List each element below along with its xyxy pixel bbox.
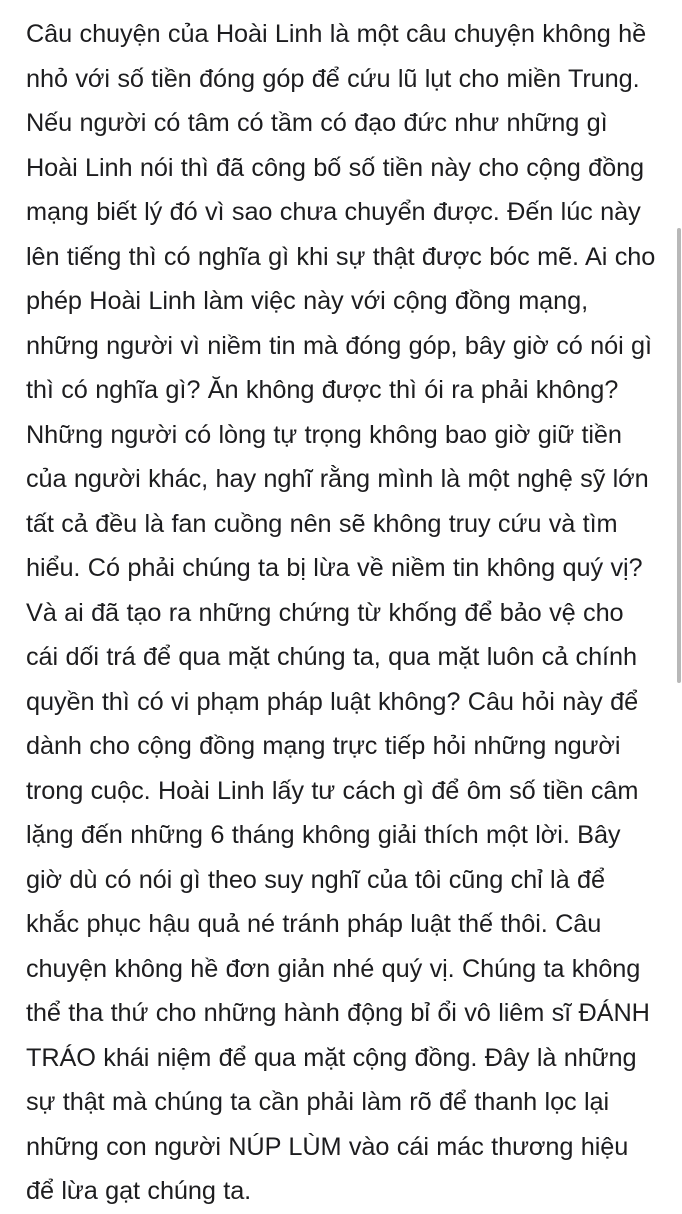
post-text: Câu chuyện của Hoài Linh là một câu chuyện không hề nhỏ với số tiền đóng góp để cứu lũ lụt cho miền Trung. Nếu người có tâm có tầm có đạo đức như những gì Hoài Linh nói thì đã công bố số tiền này cho cộng đồng mạng biết lý đó vì sao chưa chuyển được. Đến lúc này lên tiếng thì có nghĩa gì khi sự thật được bóc mẽ. Ai cho phép Hoài Linh làm việc này với cộng đồng mạng, những người vì niềm tin mà đóng góp, bây giờ có nói gì thì có nghĩa gì? Ăn không được thì ói ra phải không? Những người có lòng tự trọng không bao giờ giữ tiền của người khác, hay nghĩ rằng mình là một nghệ sỹ lớn tất cả đều là fan cuồng nên sẽ không truy cứu và tìm hiểu. Có phải chúng ta bị lừa về niềm tin không quý vị? Và ai đã tạo ra những chứng từ khống để bảo vệ cho cái dối trá để qua mặt chúng ta, qua mặt luôn cả chính quyền thì có vi phạm pháp luật không? Câu hỏi này để dành cho cộng đồng mạng trực tiếp hỏi những người trong cuộc. Hoài Linh lấy tư cách gì để ôm số tiền câm lặng đến những 6 tháng không giải thích một lời. Bây giờ dù có nói gì theo suy nghĩ của tôi cũng chỉ là để khắc phục hậu quả né tránh pháp luật thế thôi. Câu chuyện không hề đơn giản nhé quý vị. Chúng ta không thể tha thứ cho những hành động bỉ ổi vô liêm sĩ ĐÁNH TRÁO khái niệm để qua mặt cộng đồng. Đây là những sự thật mà chúng ta cần phải làm rõ để thanh lọc lại những con người NÚP LÙM vào cái mác thương hiệu để lừa gạt chúng ta. — [26, 20, 663, 1205]
vertical-scrollbar[interactable] — [676, 0, 682, 960]
scrollbar-thumb[interactable] — [677, 228, 681, 683]
